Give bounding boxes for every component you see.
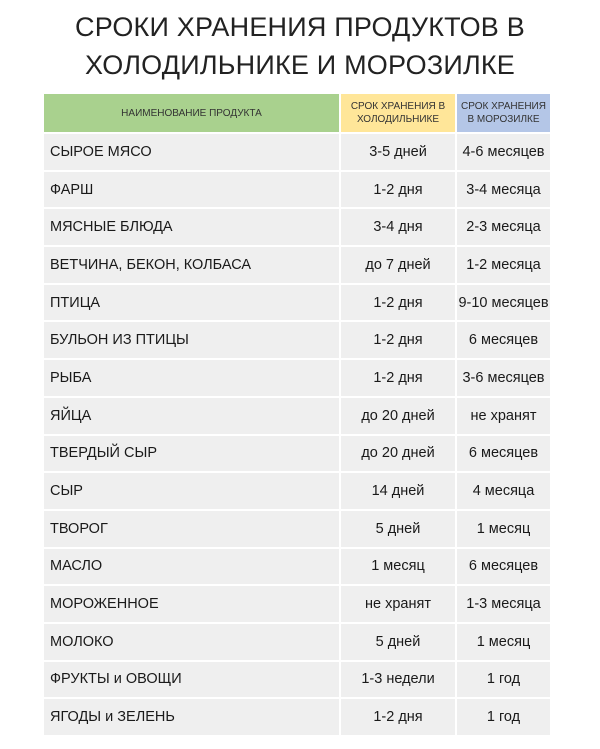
freezer-term-cell: 3-4 месяца — [455, 172, 550, 208]
product-name-cell: МОЛОКО — [44, 624, 339, 660]
table-row — [44, 549, 550, 585]
page-title-line-2: ХОЛОДИЛЬНИКЕ И МОРОЗИЛКЕ — [85, 50, 515, 80]
storage-table — [44, 92, 550, 737]
fridge-term-cell: 14 дней — [339, 473, 455, 509]
freezer-term-cell: 4 месяца — [455, 473, 550, 509]
product-name-cell: ЯЙЦА — [44, 398, 339, 434]
product-name-cell: ФАРШ — [44, 172, 339, 208]
table-row — [44, 436, 550, 472]
fridge-term-cell: 1-2 дня — [339, 322, 455, 358]
product-name-cell: ЯГОДЫ и ЗЕЛЕНЬ — [44, 699, 339, 735]
freezer-term-cell: 1 месяц — [455, 624, 550, 660]
product-name-cell: МОРОЖЕННОЕ — [44, 586, 339, 622]
table-row — [44, 247, 550, 283]
table-row — [44, 360, 550, 396]
watermark — [546, 711, 596, 739]
page-title-line-1: СРОКИ ХРАНЕНИЯ ПРОДУКТОВ В — [75, 12, 525, 42]
page-title — [0, 8, 600, 84]
freezer-term-cell: 1 год — [455, 699, 550, 735]
header-product-name: НАИМЕНОВАНИЕ ПРОДУКТА — [44, 94, 339, 132]
freezer-term-cell: 6 месяцев — [455, 436, 550, 472]
table-row — [44, 511, 550, 547]
fridge-term-cell: до 20 дней — [339, 436, 455, 472]
product-name-cell: ТВОРОГ — [44, 511, 339, 547]
freezer-term-cell: 1 год — [455, 662, 550, 698]
table-row — [44, 473, 550, 509]
fridge-term-cell: 1-2 дня — [339, 699, 455, 735]
freezer-term-cell: 2-3 месяца — [455, 209, 550, 245]
fridge-term-cell: 3-4 дня — [339, 209, 455, 245]
freezer-term-cell: 6 месяцев — [455, 322, 550, 358]
freezer-term-cell: 1-3 месяца — [455, 586, 550, 622]
fridge-term-cell: 1 месяц — [339, 549, 455, 585]
product-name-cell: ФРУКТЫ и ОВОЩИ — [44, 662, 339, 698]
product-name-cell: МЯСНЫЕ БЛЮДА — [44, 209, 339, 245]
table-row — [44, 662, 550, 698]
fridge-term-cell: 1-3 недели — [339, 662, 455, 698]
table-row — [44, 586, 550, 622]
table-row — [44, 699, 550, 735]
fridge-term-cell: 5 дней — [339, 511, 455, 547]
product-name-cell: ПТИЦА — [44, 285, 339, 321]
fridge-term-cell: не хранят — [339, 586, 455, 622]
product-name-cell: РЫБА — [44, 360, 339, 396]
fridge-term-cell: 1-2 дня — [339, 172, 455, 208]
fridge-term-cell: до 20 дней — [339, 398, 455, 434]
product-name-cell: СЫР — [44, 473, 339, 509]
table-row — [44, 285, 550, 321]
fridge-term-cell: 1-2 дня — [339, 285, 455, 321]
table-row — [44, 624, 550, 660]
product-name-cell: МАСЛО — [44, 549, 339, 585]
table-body — [44, 134, 550, 735]
fridge-term-cell: 5 дней — [339, 624, 455, 660]
table-row — [44, 398, 550, 434]
freezer-term-cell: 3-6 месяцев — [455, 360, 550, 396]
header-freezer-term: СРОК ХРАНЕНИЯ В МОРОЗИЛКЕ — [455, 94, 550, 132]
freezer-term-cell: 9-10 месяцев — [455, 285, 550, 321]
table-row — [44, 322, 550, 358]
freezer-term-cell: 6 месяцев — [455, 549, 550, 585]
table-row — [44, 134, 550, 170]
freezer-term-cell: не хранят — [455, 398, 550, 434]
product-name-cell: СЫРОЕ МЯСО — [44, 134, 339, 170]
freezer-term-cell: 1-2 месяца — [455, 247, 550, 283]
fridge-term-cell: до 7 дней — [339, 247, 455, 283]
freezer-term-cell: 1 месяц — [455, 511, 550, 547]
freezer-term-cell: 4-6 месяцев — [455, 134, 550, 170]
table-row — [44, 209, 550, 245]
table-header-row — [44, 94, 550, 132]
product-name-cell: ТВЕРДЫЙ СЫР — [44, 436, 339, 472]
table-row — [44, 172, 550, 208]
fridge-term-cell: 3-5 дней — [339, 134, 455, 170]
product-name-cell: ВЕТЧИНА, БЕКОН, КОЛБАСА — [44, 247, 339, 283]
fridge-term-cell: 1-2 дня — [339, 360, 455, 396]
header-fridge-term: СРОК ХРАНЕНИЯ В ХОЛОДИЛЬНИКЕ — [339, 94, 455, 132]
product-name-cell: БУЛЬОН ИЗ ПТИЦЫ — [44, 322, 339, 358]
